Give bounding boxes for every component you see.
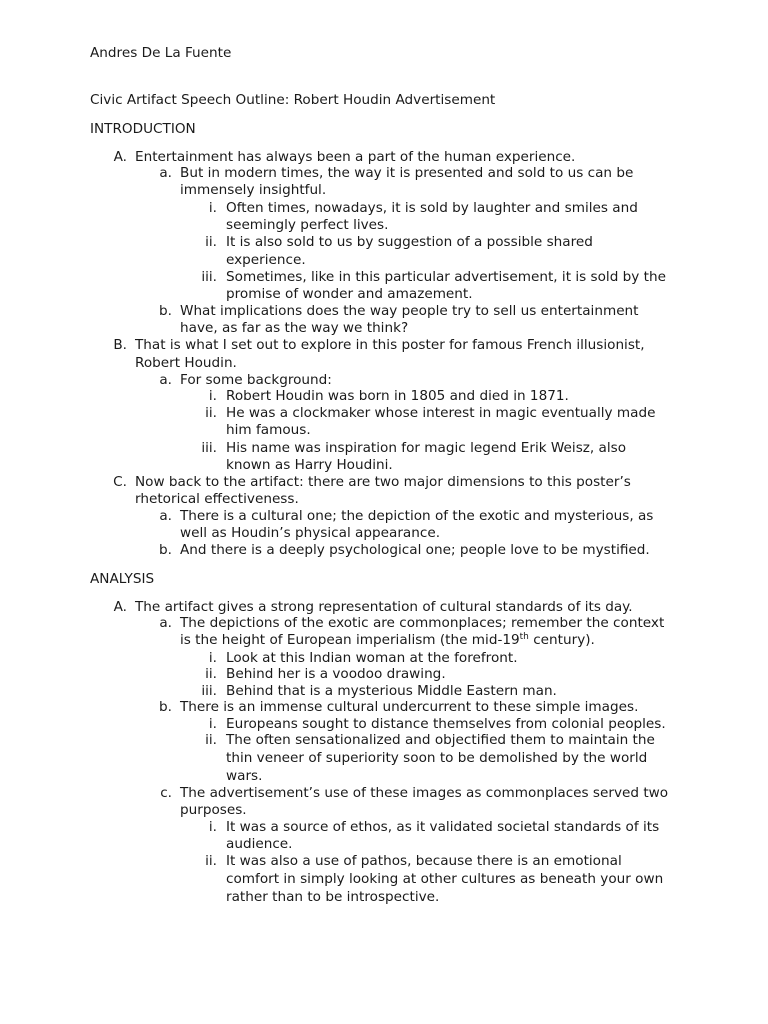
outline-marker: a. xyxy=(159,615,172,631)
outline-text: He was a clockmaker whose interest in magic eventually made xyxy=(226,405,656,421)
outline-text: wars. xyxy=(226,768,263,784)
outline-text: him famous. xyxy=(226,422,311,438)
outline-text xyxy=(180,632,595,649)
outline-text: Behind her is a voodoo drawing. xyxy=(226,666,446,682)
outline-text: What implications does the way people try to sell us entertainment xyxy=(180,303,639,319)
outline-marker: i. xyxy=(208,716,217,732)
outline-text: But in modern times, the way it is presented and sold to us can be xyxy=(180,165,634,181)
outline-text: seemingly perfect lives. xyxy=(226,217,389,233)
outline-marker: B. xyxy=(113,337,127,353)
outline-text: The advertisement’s use of these images as commonplaces served two xyxy=(180,785,669,801)
outline-text: Now back to the artifact: there are two major dimensions to this poster’s xyxy=(135,474,631,490)
section-heading-analysis: ANALYSIS xyxy=(90,571,155,587)
outline-text: His name was inspiration for magic legend Erik Weisz, also xyxy=(226,440,627,456)
outline-marker: A. xyxy=(113,149,127,165)
outline-text: Often times, nowadays, it is sold by laughter and smiles and xyxy=(226,200,638,216)
outline-marker: ii. xyxy=(205,732,217,748)
outline-text: purposes. xyxy=(180,802,247,818)
outline-text: Robert Houdin was born in 1805 and died in 1871. xyxy=(226,388,569,404)
outline-marker: iii. xyxy=(201,269,217,285)
outline-text: thin veneer of superiority soon to be demolished by the world xyxy=(226,750,648,766)
outline-text: experience. xyxy=(226,252,306,268)
outline-text: The often sensationalized and objectified them to maintain the xyxy=(226,732,655,748)
outline-text: And there is a deeply psychological one; people love to be mystified. xyxy=(180,542,650,558)
outline-marker: A. xyxy=(113,599,127,615)
outline-marker: b. xyxy=(159,699,172,715)
outline-marker: a. xyxy=(159,372,172,388)
outline-marker: c. xyxy=(160,785,172,801)
outline-marker: C. xyxy=(113,474,127,490)
document-title: Civic Artifact Speech Outline: Robert Houdin Advertisement xyxy=(90,92,496,108)
outline-text: It was a source of ethos, as it validated societal standards of its xyxy=(226,819,660,835)
outline-text: immensely insightful. xyxy=(180,182,327,198)
outline-text: promise of wonder and amazement. xyxy=(226,286,473,302)
outline-text: rhetorical effectiveness. xyxy=(135,491,299,507)
outline-marker: a. xyxy=(159,165,172,181)
outline-text-part: century). xyxy=(528,632,595,648)
outline-text: It is also sold to us by suggestion of a possible shared xyxy=(226,234,593,250)
outline-text: It was also a use of pathos, because there is an emotional xyxy=(226,853,622,869)
outline-marker: ii. xyxy=(205,853,217,869)
outline-text: have, as far as the way we think? xyxy=(180,320,409,336)
outline-marker: i. xyxy=(208,650,217,666)
outline-text: well as Houdin’s physical appearance. xyxy=(180,525,441,541)
outline-text: Behind that is a mysterious Middle Eastern man. xyxy=(226,683,557,699)
outline-text: That is what I set out to explore in this poster for famous French illusionist, xyxy=(135,337,645,353)
outline-text: Entertainment has always been a part of the human experience. xyxy=(135,149,576,165)
author-name: Andres De La Fuente xyxy=(90,45,232,61)
outline-text: There is a cultural one; the depiction of the exotic and mysterious, as xyxy=(180,508,654,524)
outline-text: The artifact gives a strong representation of cultural standards of its day. xyxy=(135,599,633,615)
section-heading-introduction: INTRODUCTION xyxy=(90,121,196,137)
outline-text: For some background: xyxy=(180,372,332,388)
outline-marker: i. xyxy=(208,819,217,835)
outline-marker: ii. xyxy=(205,405,217,421)
outline-marker: b. xyxy=(159,542,172,558)
outline-marker: iii. xyxy=(201,683,217,699)
outline-marker: i. xyxy=(208,388,217,404)
ordinal-superscript: th xyxy=(519,632,529,642)
outline-text: Europeans sought to distance themselves from colonial peoples. xyxy=(226,716,666,732)
outline-text: comfort in simply looking at other cultures as beneath your own xyxy=(226,871,664,887)
outline-text: rather than to be introspective. xyxy=(226,889,440,905)
outline-text-part: is the height of European imperialism (the mid-19 xyxy=(180,632,520,648)
outline-marker: i. xyxy=(208,200,217,216)
outline-marker: ii. xyxy=(205,234,217,250)
outline-text: The depictions of the exotic are commonplaces; remember the context xyxy=(180,615,665,631)
outline-text: Look at this Indian woman at the forefront. xyxy=(226,650,518,666)
outline-marker: iii. xyxy=(201,440,217,456)
outline-marker: a. xyxy=(159,508,172,524)
outline-text: There is an immense cultural undercurrent to these simple images. xyxy=(180,699,639,715)
outline-text: Sometimes, like in this particular advertisement, it is sold by the xyxy=(226,269,666,285)
outline-text: audience. xyxy=(226,836,293,852)
outline-text: known as Harry Houdini. xyxy=(226,457,393,473)
outline-marker: b. xyxy=(159,303,172,319)
outline-marker: ii. xyxy=(205,666,217,682)
outline-text: Robert Houdin. xyxy=(135,355,237,371)
